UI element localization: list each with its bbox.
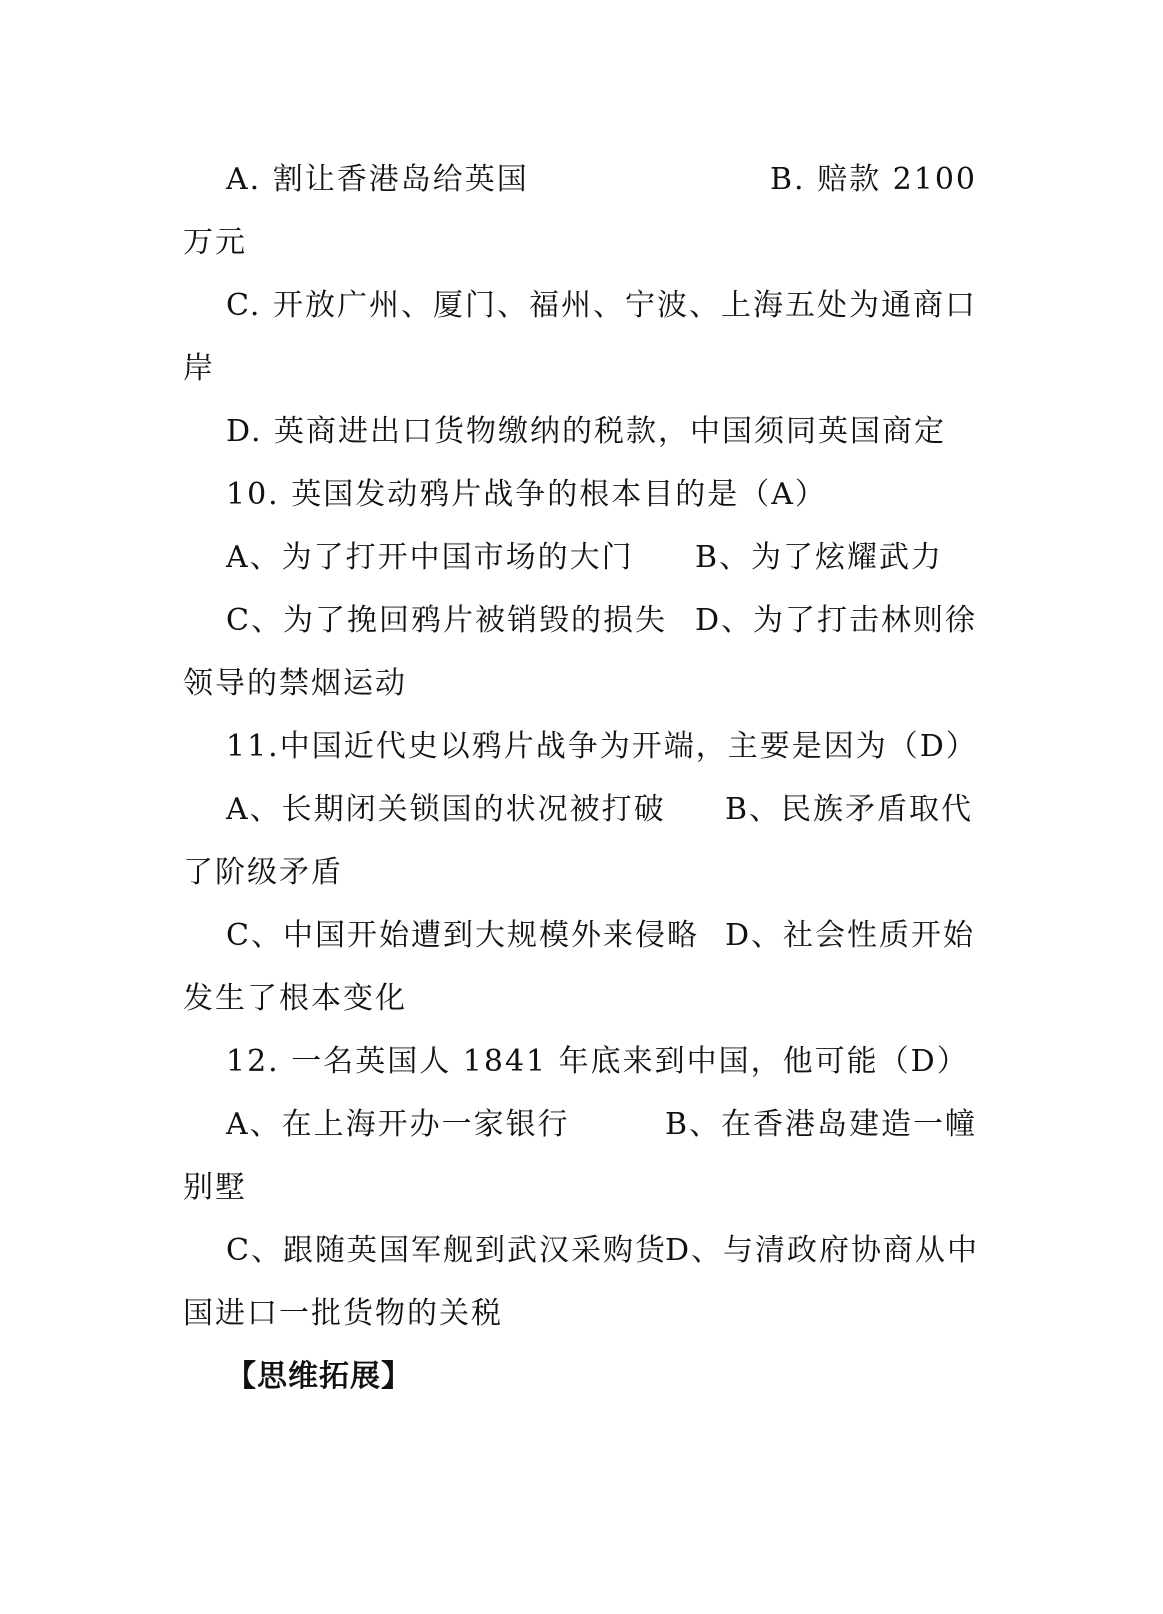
q12-option-b-continued: 别墅 <box>183 1170 247 1205</box>
q10-option-c: C、为了挽回鸦片被销毁的损失 <box>226 603 667 638</box>
q9-option-b-continued: 万元 <box>183 225 247 260</box>
q12-option-d: D、与清政府协商从中 <box>665 1233 980 1268</box>
q12-option-c: C、跟随英国军舰到武汉采购货 <box>226 1233 667 1268</box>
q11-option-b: B、民族矛盾取代 <box>725 792 974 827</box>
q10-option-a: A、为了打开中国市场的大门 <box>226 540 634 575</box>
q11-option-d-continued: 发生了根本变化 <box>183 981 407 1016</box>
q12-option-b: B、在香港岛建造一幢 <box>665 1107 978 1142</box>
q9-option-b: B. 赔款 2100 <box>770 162 978 197</box>
question-11: 11.中国近代史以鸦片战争为开端，主要是因为（D） <box>226 729 978 764</box>
q10-option-d: D、为了打击林则徐 <box>695 603 978 638</box>
q9-option-d: D. 英商进出口货物缴纳的税款，中国须同英国商定 <box>226 414 947 449</box>
q9-option-a: A. 割让香港岛给英国 <box>226 162 529 197</box>
q9-option-c: C. 开放广州、厦门、福州、宁波、上海五处为通商口 <box>226 288 977 323</box>
question-12: 12. 一名英国人 1841 年底来到中国，他可能（D） <box>226 1044 969 1079</box>
q11-option-c: C、中国开始遭到大规模外来侵略 <box>226 918 699 953</box>
q12-option-a: A、在上海开办一家银行 <box>226 1107 570 1142</box>
q11-option-d: D、社会性质开始 <box>725 918 976 953</box>
q10-option-d-continued: 领导的禁烟运动 <box>183 666 407 701</box>
q9-option-c-continued: 岸 <box>183 351 215 386</box>
q12-option-d-continued: 国进口一批货物的关税 <box>183 1296 503 1331</box>
section-heading: 【思维拓展】 <box>226 1359 412 1394</box>
question-10: 10. 英国发动鸦片战争的根本目的是（A） <box>226 477 827 512</box>
q10-option-b: B、为了炫耀武力 <box>695 540 944 575</box>
q11-option-b-continued: 了阶级矛盾 <box>183 855 343 890</box>
q11-option-a: A、长期闭关锁国的状况被打破 <box>226 792 666 827</box>
